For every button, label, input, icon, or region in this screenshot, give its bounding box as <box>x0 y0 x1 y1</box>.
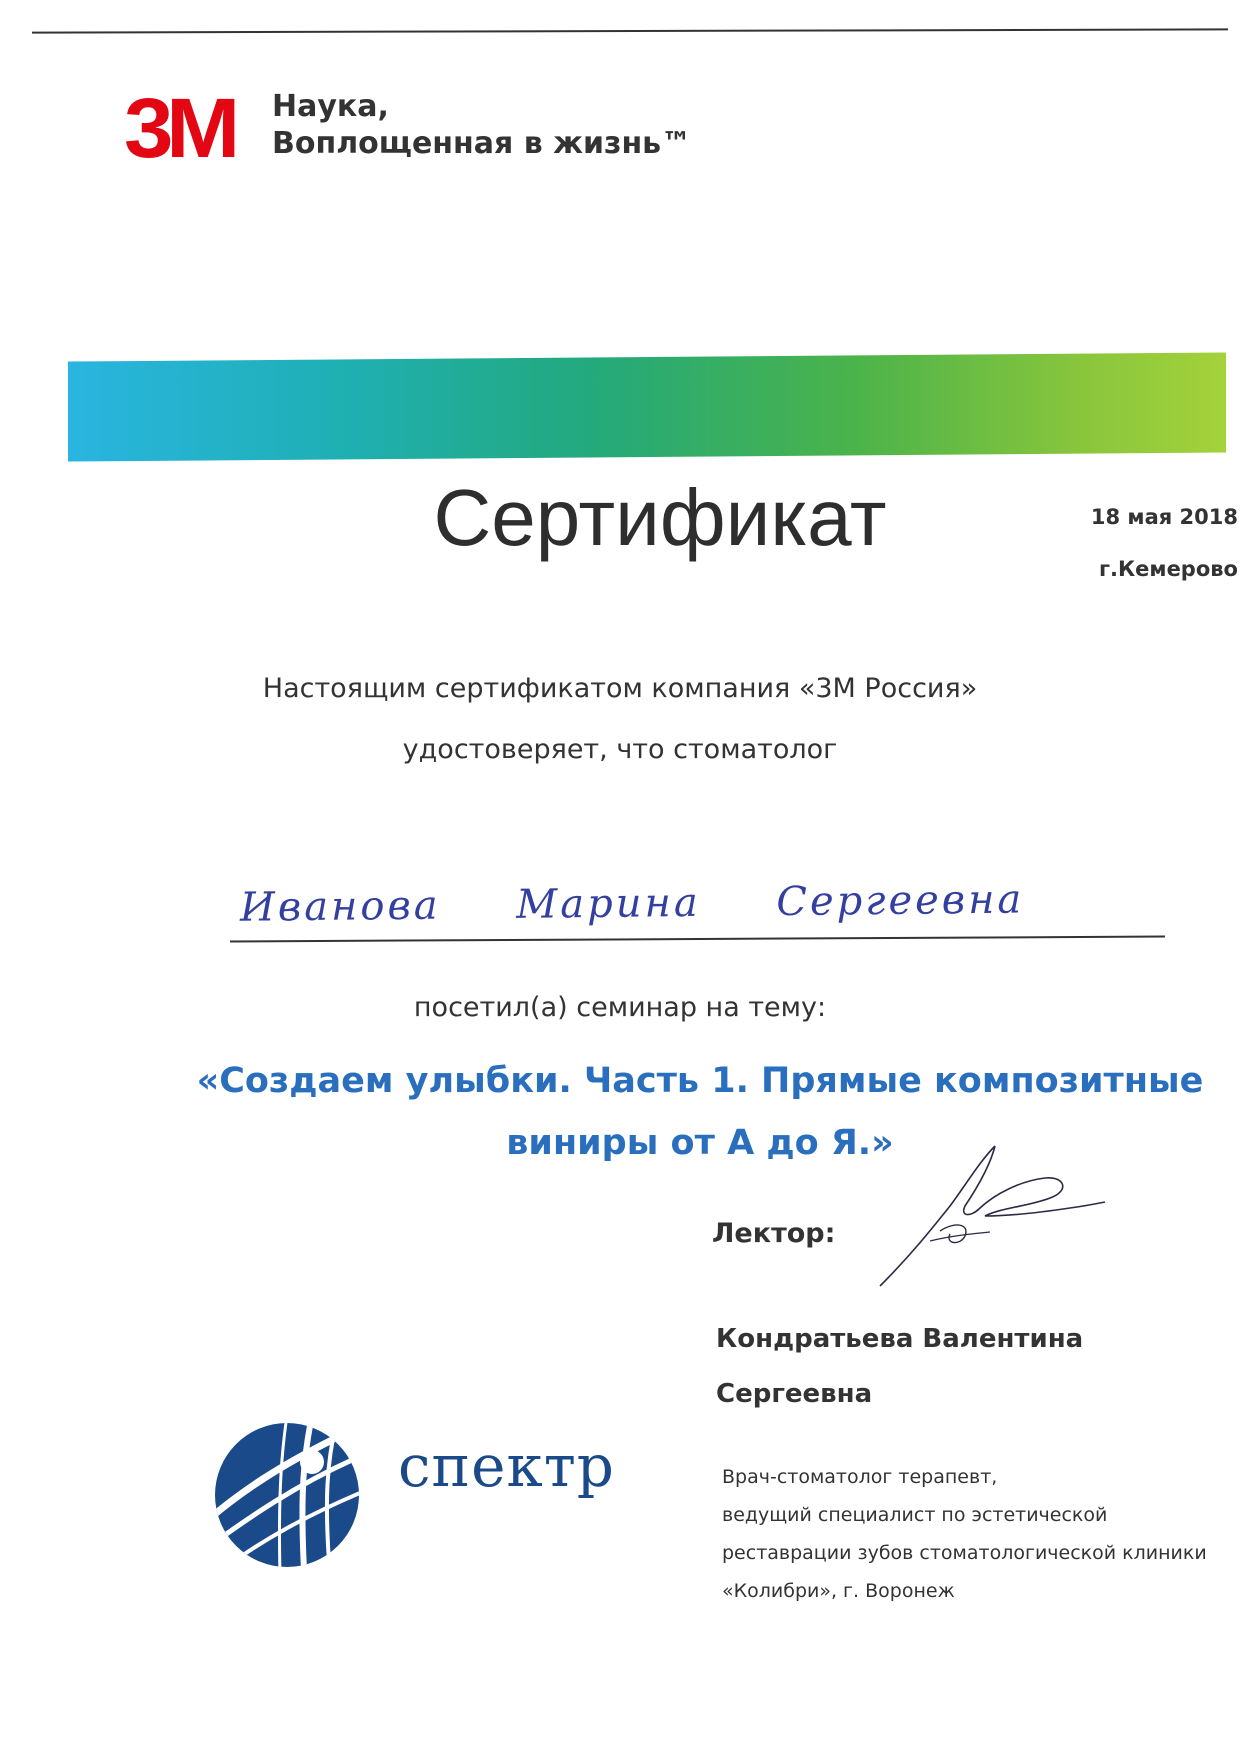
signature-icon <box>870 1136 1110 1296</box>
slogan-line-1: Наука, <box>272 89 389 124</box>
lector-label: Лектор: <box>712 1218 836 1249</box>
lector-desc-line-2: ведущий специалист по эстетической <box>722 1504 1108 1526</box>
intro-line-1: Настоящим сертификатом компания «3M Россия» <box>262 673 978 704</box>
certificate-title: Сертификат <box>433 473 887 562</box>
lector-desc-line-1: Врач-стоматолог терапевт, <box>722 1466 998 1488</box>
seminar-topic-line-1: «Создаем улыбки. Часть 1. Прямые композитные <box>196 1061 1204 1101</box>
lector-desc-line-4: «Колибри», г. Воронеж <box>722 1580 955 1602</box>
gradient-band <box>68 352 1226 461</box>
seminar-topic-line-2: виниры от А до Я.» <box>506 1123 894 1163</box>
slogan-line-2: Воплощенная в жизнь™ <box>272 126 692 161</box>
spectr-logo-text: спектр <box>398 1432 615 1500</box>
lector-desc-line-3: реставрации зубов стоматологической клиники <box>722 1542 1207 1564</box>
certificate-date: 18 мая 2018 <box>1090 505 1238 529</box>
certificate-city: г.Кемерово <box>1099 557 1238 581</box>
lector-description <box>722 1458 1240 1610</box>
3m-logo: 3M <box>124 81 233 175</box>
intro-line-2: удостоверяет, что стоматолог <box>402 734 838 765</box>
top-rule <box>32 28 1228 33</box>
brand-slogan <box>272 88 732 162</box>
name-underline <box>230 936 1165 943</box>
participant-name: Иванова Марина Сергеевна <box>239 876 1025 931</box>
spectr-globe-icon <box>212 1420 362 1570</box>
lector-name-line-1: Кондратьева Валентина <box>716 1324 1084 1354</box>
lector-name-line-2: Сергеевна <box>716 1379 873 1409</box>
lector-name <box>716 1312 1216 1422</box>
attended-text: посетил(а) семинар на тему: <box>413 992 827 1023</box>
